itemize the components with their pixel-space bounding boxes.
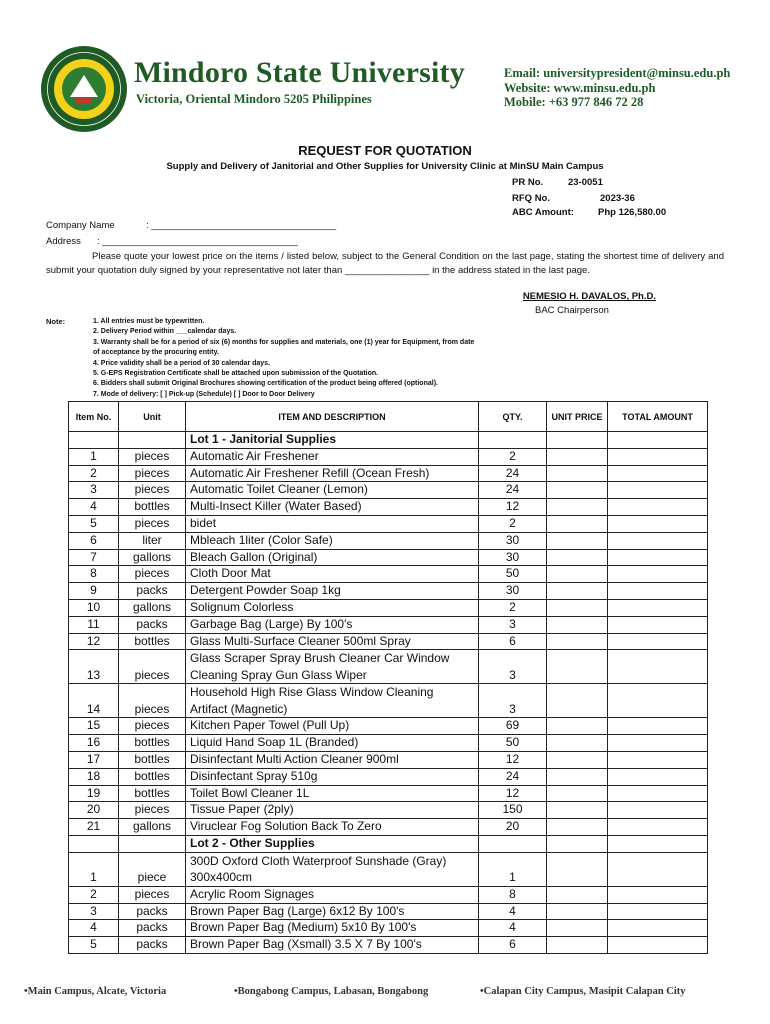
item-qty: 6: [479, 633, 547, 650]
unit-price-cell[interactable]: [547, 515, 608, 532]
item-number: 6: [69, 532, 119, 549]
item-unit: pieces: [119, 482, 186, 499]
table-row: [69, 448, 708, 465]
total-amount-cell[interactable]: [608, 751, 708, 768]
item-description: Toilet Bowl Cleaner 1L: [186, 785, 479, 802]
item-unit: packs: [119, 616, 186, 633]
pr-label: PR No.: [512, 177, 544, 188]
item-description: Bleach Gallon (Original): [186, 549, 479, 566]
signer-name: NEMESIO H. DAVALOS, Ph.D.: [522, 291, 656, 302]
note-item: 7. Mode of delivery: [ ] Pick-up (Schedule) [ ] Door to Door Delivery: [93, 390, 315, 398]
item-number: 3: [69, 903, 119, 920]
item-qty: 30: [479, 532, 547, 549]
unit-price-cell[interactable]: [547, 599, 608, 616]
table-row: [69, 735, 708, 752]
header-total-amount: TOTAL AMOUNT: [608, 402, 708, 432]
item-description-line1: Glass Scraper Spray Brush Cleaner Car Window: [190, 651, 450, 666]
item-qty: 50: [479, 566, 547, 583]
unit-price-cell[interactable]: [547, 785, 608, 802]
empty-cell: [479, 432, 547, 449]
note-item: 4. Price validity shall be a period of 30 calendar days.: [93, 359, 271, 367]
unit-price-cell[interactable]: [547, 718, 608, 735]
total-amount-cell[interactable]: [608, 599, 708, 616]
contact-email: Email: universitypresident@minsu.edu.ph: [504, 66, 731, 80]
total-amount-cell[interactable]: [608, 785, 708, 802]
total-amount-cell[interactable]: [608, 937, 708, 954]
header-qty: QTY.: [479, 402, 547, 432]
total-amount-cell[interactable]: [608, 718, 708, 735]
item-qty: 2: [479, 448, 547, 465]
unit-price-cell[interactable]: [547, 532, 608, 549]
total-amount-cell[interactable]: [608, 482, 708, 499]
item-description: Multi-Insect Killer (Water Based): [186, 499, 479, 516]
item-number: 5: [69, 937, 119, 954]
item-unit: gallons: [119, 599, 186, 616]
contact-website: Website: www.minsu.edu.ph: [504, 80, 656, 95]
note-item: of acceptance by the procuring entity.: [93, 349, 219, 357]
signer-role: BAC Chairperson: [535, 305, 609, 316]
item-qty: 24: [479, 768, 547, 785]
pr-value: 23-0051: [568, 177, 603, 188]
item-description: Automatic Air Freshener: [186, 448, 479, 465]
unit-price-cell[interactable]: [547, 499, 608, 516]
university-seal-logo: [40, 45, 128, 133]
item-qty: 69: [479, 718, 547, 735]
item-unit: piece: [119, 852, 186, 886]
item-unit: pieces: [119, 802, 186, 819]
item-number: 20: [69, 802, 119, 819]
table-row: [69, 718, 708, 735]
total-amount-cell[interactable]: [608, 768, 708, 785]
item-number: 14: [69, 684, 119, 718]
item-unit: bottles: [119, 735, 186, 752]
table-row: [69, 785, 708, 802]
note-item: 1. All entries must be typewritten.: [93, 318, 205, 325]
unit-price-cell[interactable]: [547, 684, 608, 718]
table-row: [69, 482, 708, 499]
total-amount-cell[interactable]: [608, 515, 708, 532]
unit-price-cell[interactable]: [547, 852, 608, 886]
item-description: Garbage Bag (Large) By 100's: [186, 616, 479, 633]
item-description: Automatic Air Freshener Refill (Ocean Fresh): [186, 465, 479, 482]
item-description: bidet: [186, 515, 479, 532]
item-description: Disinfectant Multi Action Cleaner 900ml: [186, 751, 479, 768]
item-qty: 4: [479, 920, 547, 937]
item-unit: pieces: [119, 650, 186, 684]
item-unit: pieces: [119, 448, 186, 465]
table-row: [69, 499, 708, 516]
item-description: Brown Paper Bag (Xsmall) 3.5 X 7 By 100's: [186, 937, 479, 954]
document-subtitle: Supply and Delivery of Janitorial and Other Supplies for University Clinic at MinSU Main Campus: [166, 161, 604, 172]
item-qty: 12: [479, 499, 547, 516]
instruction-paragraph: Please quote your lowest price on the items / listed below, subject to the General Condition on the last page, stating the shortest time of delivery and submit your quotation duly signed by your representative not later than ________________ in the address stated in the last page.: [46, 251, 724, 276]
table-row: [69, 886, 708, 903]
item-qty: 24: [479, 482, 547, 499]
table-row: [69, 768, 708, 785]
item-unit: pieces: [119, 718, 186, 735]
total-amount-cell[interactable]: [608, 616, 708, 633]
item-qty: 2: [479, 515, 547, 532]
contact-mobile: Mobile: +63 977 846 72 28: [504, 95, 644, 109]
item-unit: packs: [119, 903, 186, 920]
note-item: 6. Bidders shall submit Original Brochures showing certification of the product being offered (optional).: [93, 380, 438, 388]
document-title: REQUEST FOR QUOTATION: [298, 143, 472, 158]
item-unit: gallons: [119, 549, 186, 566]
rfq-value: 2023-36: [600, 193, 635, 204]
unit-price-cell[interactable]: [547, 835, 608, 852]
table-row: [69, 802, 708, 819]
table-header-row: [69, 402, 708, 432]
unit-price-cell[interactable]: [547, 937, 608, 954]
item-description-line1: Household High Rise Glass Window Cleaning: [190, 685, 434, 700]
item-number: 13: [69, 650, 119, 684]
table-row: [69, 515, 708, 532]
empty-cell: [119, 835, 186, 852]
item-description: Detergent Powder Soap 1kg: [186, 583, 479, 600]
table-row: [69, 819, 708, 836]
item-number: 9: [69, 583, 119, 600]
empty-cell: [479, 835, 547, 852]
item-number: 17: [69, 751, 119, 768]
item-qty: 30: [479, 549, 547, 566]
table-row: [69, 532, 708, 549]
item-number: 2: [69, 465, 119, 482]
item-qty: 150: [479, 802, 547, 819]
total-amount-cell[interactable]: [608, 465, 708, 482]
footer-campus-main: •Main Campus, Alcate, Victoria: [24, 986, 167, 997]
item-description: Disinfectant Spray 510g: [186, 768, 479, 785]
note-item: 2. Delivery Period within ___calendar days.: [93, 328, 237, 336]
item-description: Glass Multi-Surface Cleaner 500ml Spray: [186, 633, 479, 650]
item-description: Automatic Toilet Cleaner (Lemon): [186, 482, 479, 499]
item-number: 1: [69, 448, 119, 465]
item-unit: gallons: [119, 819, 186, 836]
table-row: [69, 465, 708, 482]
item-description: Brown Paper Bag (Medium) 5x10 By 100's: [186, 920, 479, 937]
unit-price-cell[interactable]: [547, 886, 608, 903]
table-row: [69, 616, 708, 633]
item-qty: 30: [479, 583, 547, 600]
total-amount-cell[interactable]: [608, 735, 708, 752]
item-description: [186, 684, 479, 718]
table-row: [69, 566, 708, 583]
item-number: 3: [69, 482, 119, 499]
address-line[interactable]: : _____________________________________: [97, 236, 298, 247]
header-item-no: Item No.: [69, 402, 119, 432]
item-description: Brown Paper Bag (Large) 6x12 By 100's: [186, 903, 479, 920]
item-qty: 50: [479, 735, 547, 752]
abc-label: ABC Amount:: [512, 207, 574, 218]
item-unit: liter: [119, 532, 186, 549]
item-unit: pieces: [119, 886, 186, 903]
unit-price-cell[interactable]: [547, 633, 608, 650]
item-unit: bottles: [119, 768, 186, 785]
table-row: [69, 852, 708, 886]
item-description-line2: 300x400cm: [190, 870, 253, 885]
unit-price-cell[interactable]: [547, 751, 608, 768]
table-row: [69, 583, 708, 600]
unit-price-cell[interactable]: [547, 616, 608, 633]
unit-price-cell[interactable]: [547, 920, 608, 937]
unit-price-cell[interactable]: [547, 819, 608, 836]
item-description: [186, 852, 479, 886]
total-amount-cell[interactable]: [608, 583, 708, 600]
empty-cell: [69, 432, 119, 449]
item-description-line2: Cleaning Spray Gun Glass Wiper: [190, 667, 367, 682]
item-description: Viruclear Fog Solution Back To Zero: [186, 819, 479, 836]
item-qty: 12: [479, 785, 547, 802]
footer-campus-bongabong: •Bongabong Campus, Labasan, Bongabong: [234, 986, 429, 997]
unit-price-cell[interactable]: [547, 583, 608, 600]
total-amount-cell[interactable]: [608, 819, 708, 836]
item-number: 12: [69, 633, 119, 650]
note-label: Note:: [46, 317, 66, 326]
total-amount-cell[interactable]: [608, 566, 708, 583]
total-amount-cell[interactable]: [608, 903, 708, 920]
item-qty: 2: [479, 599, 547, 616]
item-number: 2: [69, 886, 119, 903]
table-row: [69, 937, 708, 954]
company-name-label: Company Name: [46, 220, 115, 231]
unit-price-cell[interactable]: [547, 735, 608, 752]
unit-price-cell[interactable]: [547, 566, 608, 583]
item-qty: 6: [479, 937, 547, 954]
item-unit: pieces: [119, 515, 186, 532]
item-description-line1: 300D Oxford Cloth Waterproof Sunshade (Gray): [190, 853, 447, 868]
total-amount-cell[interactable]: [608, 532, 708, 549]
item-qty: 8: [479, 886, 547, 903]
total-amount-cell[interactable]: [608, 852, 708, 886]
header-unit-price: UNIT PRICE: [547, 402, 608, 432]
item-number: 1: [69, 852, 119, 886]
unit-price-cell[interactable]: [547, 549, 608, 566]
unit-price-cell[interactable]: [547, 465, 608, 482]
item-unit: pieces: [119, 684, 186, 718]
total-amount-cell[interactable]: [608, 920, 708, 937]
lot-title: Lot 1 - Janitorial Supplies: [186, 432, 479, 449]
table-row: [69, 633, 708, 650]
item-unit: packs: [119, 920, 186, 937]
empty-cell: [69, 835, 119, 852]
rfq-label: RFQ No.: [512, 193, 550, 204]
unit-price-cell[interactable]: [547, 802, 608, 819]
unit-price-cell[interactable]: [547, 432, 608, 449]
item-number: 7: [69, 549, 119, 566]
header-unit: Unit: [119, 402, 186, 432]
note-item: 3. Warranty shall be for a period of six (6) months for supplies and materials, one (1) year for Equipment, from date: [93, 338, 475, 346]
unit-price-cell[interactable]: [547, 482, 608, 499]
item-qty: 3: [479, 616, 547, 633]
university-address: Victoria, Oriental Mindoro 5205 Philippines: [136, 92, 372, 106]
table-row: [69, 599, 708, 616]
item-description-line2: Artifact (Magnetic): [190, 701, 288, 716]
abc-value: Php 126,580.00: [598, 207, 667, 218]
item-number: 11: [69, 616, 119, 633]
item-qty: 20: [479, 819, 547, 836]
item-qty: 3: [479, 650, 547, 684]
item-unit: bottles: [119, 633, 186, 650]
item-number: 5: [69, 515, 119, 532]
address-label: Address: [46, 236, 81, 247]
item-unit: bottles: [119, 785, 186, 802]
company-name-line[interactable]: : ___________________________________: [146, 220, 337, 231]
item-qty: 4: [479, 903, 547, 920]
total-amount-cell[interactable]: [608, 448, 708, 465]
item-unit: pieces: [119, 566, 186, 583]
item-qty: 3: [479, 684, 547, 718]
item-description: Kitchen Paper Towel (Pull Up): [186, 718, 479, 735]
item-unit: bottles: [119, 751, 186, 768]
item-qty: 1: [479, 852, 547, 886]
header-description: ITEM AND DESCRIPTION: [186, 402, 479, 432]
item-number: 21: [69, 819, 119, 836]
total-amount-cell[interactable]: [608, 432, 708, 449]
unit-price-cell[interactable]: [547, 768, 608, 785]
university-name: Mindoro State University: [134, 56, 465, 89]
item-qty: 12: [479, 751, 547, 768]
item-description: Cloth Door Mat: [186, 566, 479, 583]
total-amount-cell[interactable]: [608, 886, 708, 903]
empty-cell: [119, 432, 186, 449]
total-amount-cell[interactable]: [608, 684, 708, 718]
item-description: Acrylic Room Signages: [186, 886, 479, 903]
items-table: [68, 401, 708, 954]
item-unit: packs: [119, 583, 186, 600]
item-number: 19: [69, 785, 119, 802]
table-row: [69, 684, 708, 718]
total-amount-cell[interactable]: [608, 549, 708, 566]
footer-campus-calapan: •Calapan City Campus, Masipit Calapan City: [480, 986, 686, 997]
total-amount-cell[interactable]: [608, 802, 708, 819]
item-description: Liquid Hand Soap 1L (Branded): [186, 735, 479, 752]
total-amount-cell[interactable]: [608, 633, 708, 650]
notes-list: [93, 317, 543, 400]
table-row: [69, 920, 708, 937]
item-description: Tissue Paper (2ply): [186, 802, 479, 819]
item-number: 16: [69, 735, 119, 752]
item-unit: bottles: [119, 499, 186, 516]
note-item: 5. G-EPS Registration Certificate shall be attached upon submission of the Quotation.: [93, 370, 379, 378]
unit-price-cell[interactable]: [547, 650, 608, 684]
lot-title-row: [69, 835, 708, 852]
table-row: [69, 650, 708, 684]
item-number: 4: [69, 499, 119, 516]
item-number: 4: [69, 920, 119, 937]
item-unit: pieces: [119, 465, 186, 482]
unit-price-cell[interactable]: [547, 903, 608, 920]
lot-title: Lot 2 - Other Supplies: [186, 835, 479, 852]
item-number: 8: [69, 566, 119, 583]
contact-block: [504, 66, 730, 110]
item-number: 18: [69, 768, 119, 785]
table-row: [69, 903, 708, 920]
total-amount-cell[interactable]: [608, 650, 708, 684]
item-number: 10: [69, 599, 119, 616]
total-amount-cell[interactable]: [608, 835, 708, 852]
item-number: 15: [69, 718, 119, 735]
item-description: Mbleach 1liter (Color Safe): [186, 532, 479, 549]
total-amount-cell[interactable]: [608, 499, 708, 516]
unit-price-cell[interactable]: [547, 448, 608, 465]
item-unit: packs: [119, 937, 186, 954]
table-row: [69, 751, 708, 768]
item-qty: 24: [479, 465, 547, 482]
item-description: [186, 650, 479, 684]
item-description: Solignum Colorless: [186, 599, 479, 616]
table-row: [69, 549, 708, 566]
lot-title-row: [69, 432, 708, 449]
